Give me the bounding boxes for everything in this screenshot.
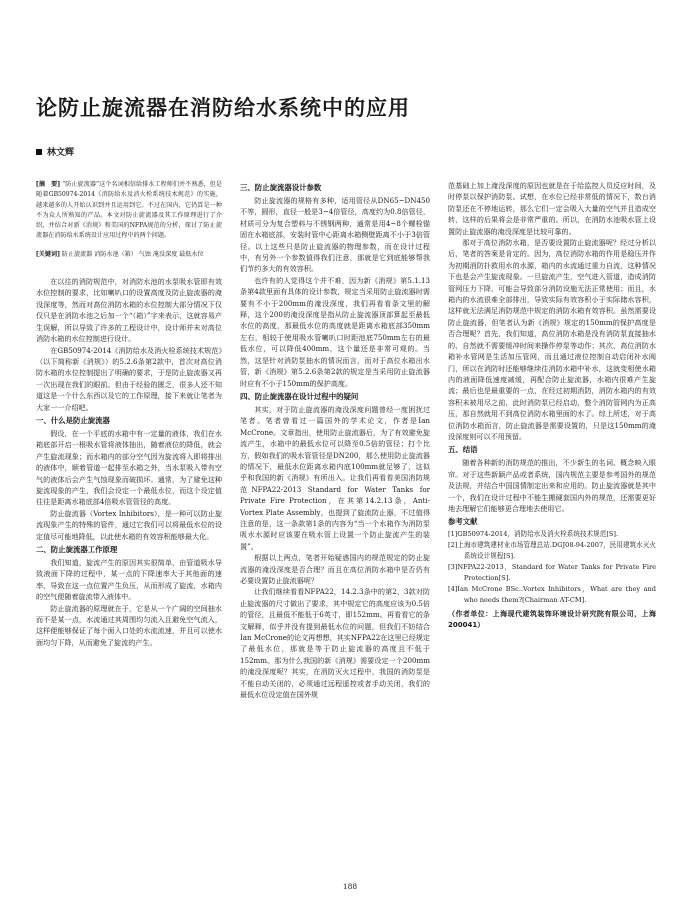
body-paragraph: 我们知道，旋流产生的原因其实很简单，由管道吸水导致液面下降的过程中，某一点的下降速率大于其他面的速率，导致在这一点位置产生负压，从而形成了旋流，水箱内的空气便随着旋流带入液体中。: [36, 558, 222, 602]
reference-item: [2]上海市建筑建材业市场管理总站.DGJ08-94-2007，民用建筑水灭火系统设计规程[S].: [448, 541, 656, 561]
keywords-label: [关键词]: [36, 250, 60, 258]
column-middle: [240, 180, 430, 870]
section-heading: 四、防止旋流器在设计过程中的疑问: [240, 391, 359, 401]
body-paragraph: 也许有的人觉得这个并不难，因为新《消规》第5.1.13条第4款里面有具体的设计参数，规定当采用防止旋流器时需要有不小于200mm的淹没深度，我们再看看条文里的解释，这个200的淹没深度是指从防止旋流器顶部算起至最低水位的高度，那最低水位的高度就是距离水箱底部350mm左右，相较于使用吸水管喇叭口时距池底750mm左右的最低水位，可以降低400mm，这个量还是非常可观的。当然，这是针对消防泵抽水的情况而言，而对于高位水箱出水管，新《消规》第5.2.6条第2款的规定是当采用防止旋流器时应有不小于150mm的保护高度。: [240, 275, 430, 388]
author-affiliation: （作者单位：上海现代建筑装饰环境设计研究院有限公司，上海 200041）: [448, 610, 656, 630]
body-paragraph: 在以往的消防规范中，对消防水池的水泵吸水管即有效水位控制的要求，比如喇叭口的设置高度及防止旋流器的淹没深度等，然而对高位消防水箱的水位控制大部分情况下仅仅只是在消防水池之后加一个“（箱）”字来表示，这就容易产生误解，所以导致了许多的工程设计中，设计师并未对高位消防水箱的水位控制进行设计。: [36, 277, 222, 344]
section-heading: 三、防止旋流器设计参数: [240, 183, 322, 192]
square-bullet-icon: [36, 149, 42, 155]
body-paragraph: 防止旋流器的原理就在于，它是从一个广阔的空间抽水而不是某一点，水流通过其周围均匀流入且避免空气流入，这样便能够保证了每个面入口处的水流流速，并且可以使水面均匀下降，从而避免了旋流的产生。: [36, 603, 222, 647]
body-paragraph: 防止旋流器（Vortex Inhibitors），是一种可以防止旋流现象产生的特殊的管件，通过它我们可以将最低水位的设定值尽可能地降低，以此使水箱的有效容积能够最大化。: [36, 508, 222, 541]
body-paragraph: 在GB50974-2014《消防给水及消火栓系统技术规范》（以下简称新《消规》）的5.2.6条第2款中，首次对高位消防水箱的水位控制提出了明确的要求，于是防止旋流器又再一次出现在我们的眼前。但由于经验的匮乏，很多人还不知道这是一个什么东西以及它的工作原理，接下来就让笔者为大家一一介绍吧。: [36, 345, 222, 412]
reference-item: [4]Ian McCrone BSc..Vortex Inhibitors，What are they and who needs them?[Chairman AT-CM].: [448, 585, 656, 605]
reference-item: [3]NFPA22-2013，Standard for Water Tanks for Private Fire Protection[S].: [448, 563, 656, 583]
author-name: 林文辉: [47, 148, 75, 158]
body-paragraph: 防止旋流器的规格有多种，适用管径从DN65~DN450不等，圆形，直径一般是3~4倍管径，高度约为0.8倍管径，材质可分为复合塑料与不锈钢两种，通常是用4~8个螺栓锚固在水箱底部，安装时管中心距离水箱侧壁距离不小于3倍管径。以上这些只是防止旋流器的物理参数，而在设计过程中，有另外一个参数值得我们注意，那就是它到底能够帮我们节约多大的有效容积。: [240, 196, 430, 274]
reference-item: [1]GB50974-2014，消防给水及消火栓系统技术规范[S].: [448, 530, 619, 539]
body-paragraph: 那对于高位消防水箱，是否要设置防止旋流器呢？经过分析以后，笔者的答案是肯定的。因为，高位消防水箱的作用是稳压并作为初期消防扑救用水的水源，箱内的水流通过重力自流，这种情况下也是会产生旋流现象。一旦旋流产生，空气进入管道，造成消防管网压力下降，可能会导致部分消防设施无法正常使用；而且，水箱内的水流很难全部排出，导致实际有效容积小于实际储水容积，这样就无法满足消防规范中规定的消防水箱有效容积。虽然需要设防止旋流器，但笔者认为新《消规》规定的150mm的保护高度是否合理呢？首先，我们知道，高位消防水箱是没有消防泵直接抽水的，自然就不需要缓冲时间来操作停泵等动作；其次，高位消防水箱补水管网是生活加压管网，而且通过液位控制自动启闭补水阀门，所以在消防时还能够继续往消防水箱中补水，这就变相使水箱内的液面降低速度减缓，再配合防止旋流器，水箱内很难产生旋流；最后也是最重要的一点，在经过初期消防，消防水箱内的有效容积未被用尽之前，此时消防泵已经启动，整个消防管网内为正高压，那自然就用不到高位消防水箱里面的水了。综上所述，对于高位消防水箱而言，防止旋流器是需要设置的，只是这150mm的淹没深度则可以不用预留。: [448, 238, 656, 441]
body-paragraph: 让我们继续看看NFPA22，14.2.3条中的第2、3款对防止旋流器的尺寸做出了要求，其中规定它的高度应该为0.5倍的管径，且最低不能低于6英寸，即152mm。再看看它的条文解释，似乎并没有提到最低水位的问题，但我们不妨结合Ian McCrone的论文再想想，其实NFPA22在这里已经规定了最低水位，那就是等于防止旋流器的高度且不低于152mm。那为什么我国的新《消规》需要设定一个200mm的淹没深度呢？其实，在消防灭火过程中，我国的消防泵是不能自动关闭的，必须通过远程遥控或者手动关闭，我们的最低水位设定值在国外规: [240, 587, 430, 700]
body-paragraph: 其实，对于防止旋流器的淹没深度问题曾经一度困扰过笔者。笔者曾看过一篇国外的学术论文，作者是Ian McCrone。文章指出，使用防止旋流器后，为了有效避免旋流产生，水箱中的最低水位可以降至0.5倍的管径；打个比方，假如我们的吸水管管径是DN200，那么使用防止旋流器的情况下，最低水位距离水箱内底100mm就足够了，这似乎和我国的新《消规》有所出入。让我们再看看美国消防规范NFPA22-2013 Standard for Water Tanks for Private Fire Protection，在其第14.2.13条，Anti-Vortex Plate Assembly，也提到了旋流防止器，不过值得注意的是，这一条款第1条的内容为“当一个水箱作为消防泵吸水水源时应该要在吸水管上设置一个防止旋流产生的装置”。: [240, 404, 430, 551]
article-title: 论防止旋流器在消防给水系统中的应用: [36, 96, 410, 120]
abstract: [36, 180, 222, 242]
body-paragraph: 随着各种新的消防规范的推出，不少新生的名词、概念映入眼帘。对于这些新颖产品或者系统，国内规范主要是参考国外的规范及法规，并结合中国国情制定出来和应用的。防止旋流器就是其中一个，我们在设计过程中不能生搬硬套国内外的规范，还需要更好地去理解它们能够更合理地去使用它。: [448, 458, 656, 513]
section-heading: 五、结语: [448, 445, 478, 455]
keywords: [36, 250, 222, 260]
body-paragraph: 范基础上加上淹没深度的原因也就是在于给监控人员反应时间，及时停泵以保护消防泵。试想，在水位已经非常低的情况下，数台消防泵还在不停地运转，那么它们一定会吸入大量的空气并且造成空转，这样的后果将会是非常严重的。所以，在消防水池吸水管上设置防止旋流器的淹没深度是比较可靠的。: [448, 181, 656, 236]
column-right: [448, 180, 656, 870]
section-heading: 一、什么是防止旋流器: [36, 415, 110, 425]
body-paragraph: 假设，在一个平底的水箱中有一定量的液体，我们在水箱底部开启一根吸水管将液体抽出，随着液位的降低，就会产生旋流现象；而水箱内的部分空气因为旋流将入即将排出的液体中，顺着管道一起排至水箱之外，当水泵吸入带有空气的液体后会产生气蚀现象而破损坏。通常，为了避免这种旋流现象的产生，我们会设定一个最低水位，而这个设定值往往是距离水箱底部4倍吸水管管径的高度。: [36, 428, 222, 507]
abstract-text: “防止旋流器”这个名词相信给排水工程师们并不熟悉，但是随着GB50974-2014《消防给水及消火栓系统技术规范》的实施，越来越多的人开始认识到并且运用到它。不过在国内，它仍算是一种不为众人所熟知的产品。本文对防止旋流器及其工作原理进行了介绍，并结合对新《消规》和美国的NFPA规范的分析，探讨了防止旋流器在消防给水系统设计应用过程中的两个问题。: [36, 181, 222, 240]
abstract-label: [摘 要]: [36, 181, 61, 188]
page-number: 188: [342, 882, 358, 891]
references-heading: 参考文献: [448, 517, 478, 527]
section-heading: 二、防止旋流器工作原理: [36, 545, 118, 555]
author-line: [36, 145, 74, 158]
body-paragraph: 根据以上两点，笔者开始疑惑国内的规范规定的防止旋流器的淹没深度是否合理？而且在高位消防水箱中是否仍有必要设置防止旋流器呢？: [240, 553, 430, 585]
column-left: [36, 180, 222, 870]
keywords-text: 防止旋流器 消防水池（箱） 气蚀 淹没深度 最低水位: [61, 250, 204, 258]
